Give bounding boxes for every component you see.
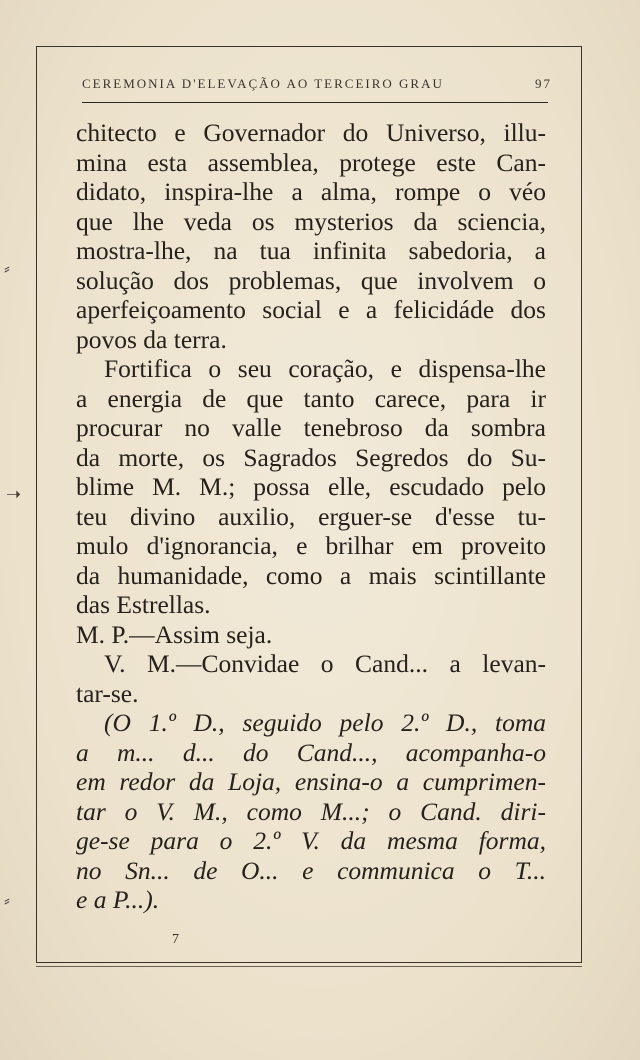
text-line: mostra-lhe, na tua infinita sabedoria, a: [76, 236, 546, 265]
running-title: CEREMONIA D'ELEVAÇÃO AO TERCEIRO GRAU: [82, 76, 444, 91]
text-line: procurar no valle tenebroso da sombra: [76, 413, 546, 442]
text-line: tar-se.: [76, 678, 139, 708]
text-line: da humanidade, como a mais scintillante: [76, 560, 546, 590]
running-header: [82, 76, 552, 92]
signature-mark: 7: [172, 932, 179, 947]
text-line: em redor da Loja, ensina-o a cumprimen-: [76, 767, 546, 796]
text-line: a m... d... do Cand..., acompanha-o: [76, 737, 546, 767]
text-line: a energia de que tanto carece, para ir: [76, 383, 546, 413]
page-number: 97: [535, 76, 552, 91]
text-line: didato, inspira-lhe a alma, rompe o véo: [76, 177, 546, 206]
text-line: e a P...).: [76, 885, 160, 914]
frame-bottom-rule-inner: [36, 966, 582, 967]
text-line: das Estrellas.: [76, 590, 211, 619]
margin-mark: ⸗: [4, 890, 10, 911]
margin-mark: ⸗: [4, 258, 10, 279]
text-line: da morte, os Sagrados Segredos do Su-: [76, 442, 546, 472]
header-rule: [82, 102, 548, 103]
text-line: solução dos problemas, que involvem o: [76, 265, 546, 295]
text-line: V. M.—Convidae o Cand... a levan-: [104, 649, 546, 678]
text-line: chitecto e Governador do Universo, illu-: [76, 118, 546, 147]
paragraph-stage-direction: [76, 708, 546, 915]
paragraph-mp: M. P.—Assim seja.: [76, 619, 273, 649]
text-line: blime M. M.; possa elle, escudado pelo: [76, 472, 546, 501]
paragraph-prayer: [76, 118, 546, 354]
text-line: ge-se para o 2.º V. da mesma forma,: [76, 826, 546, 855]
frame-bottom-rule: [36, 962, 582, 963]
text-line: Fortifica o seu coração, e dispensa-lhe: [104, 354, 546, 383]
text-line: teu divino auxilio, erguer-se d'esse tu-: [76, 501, 546, 531]
text-line: no Sn... de O... e communica o T...: [76, 855, 546, 885]
margin-mark: ➝: [6, 484, 22, 505]
text-line: (O 1.º D., seguido pelo 2.º D., toma: [104, 708, 546, 737]
paragraph-fortifica: [76, 354, 546, 620]
paragraph-vm: [76, 649, 546, 708]
text-line: mulo d'ignorancia, e brilhar em proveito: [76, 531, 546, 560]
text-line: mina esta assemblea, protege este Can-: [76, 147, 546, 177]
text-line: que lhe veda os mysterios da sciencia,: [76, 206, 546, 236]
text-line: tar o V. M., como M...; o Cand. diri-: [76, 796, 546, 826]
text-line: aperfeiçoamento social e a felicidáde dos: [76, 295, 546, 324]
body-text: [76, 118, 546, 915]
text-line: povos da terra.: [76, 324, 227, 354]
